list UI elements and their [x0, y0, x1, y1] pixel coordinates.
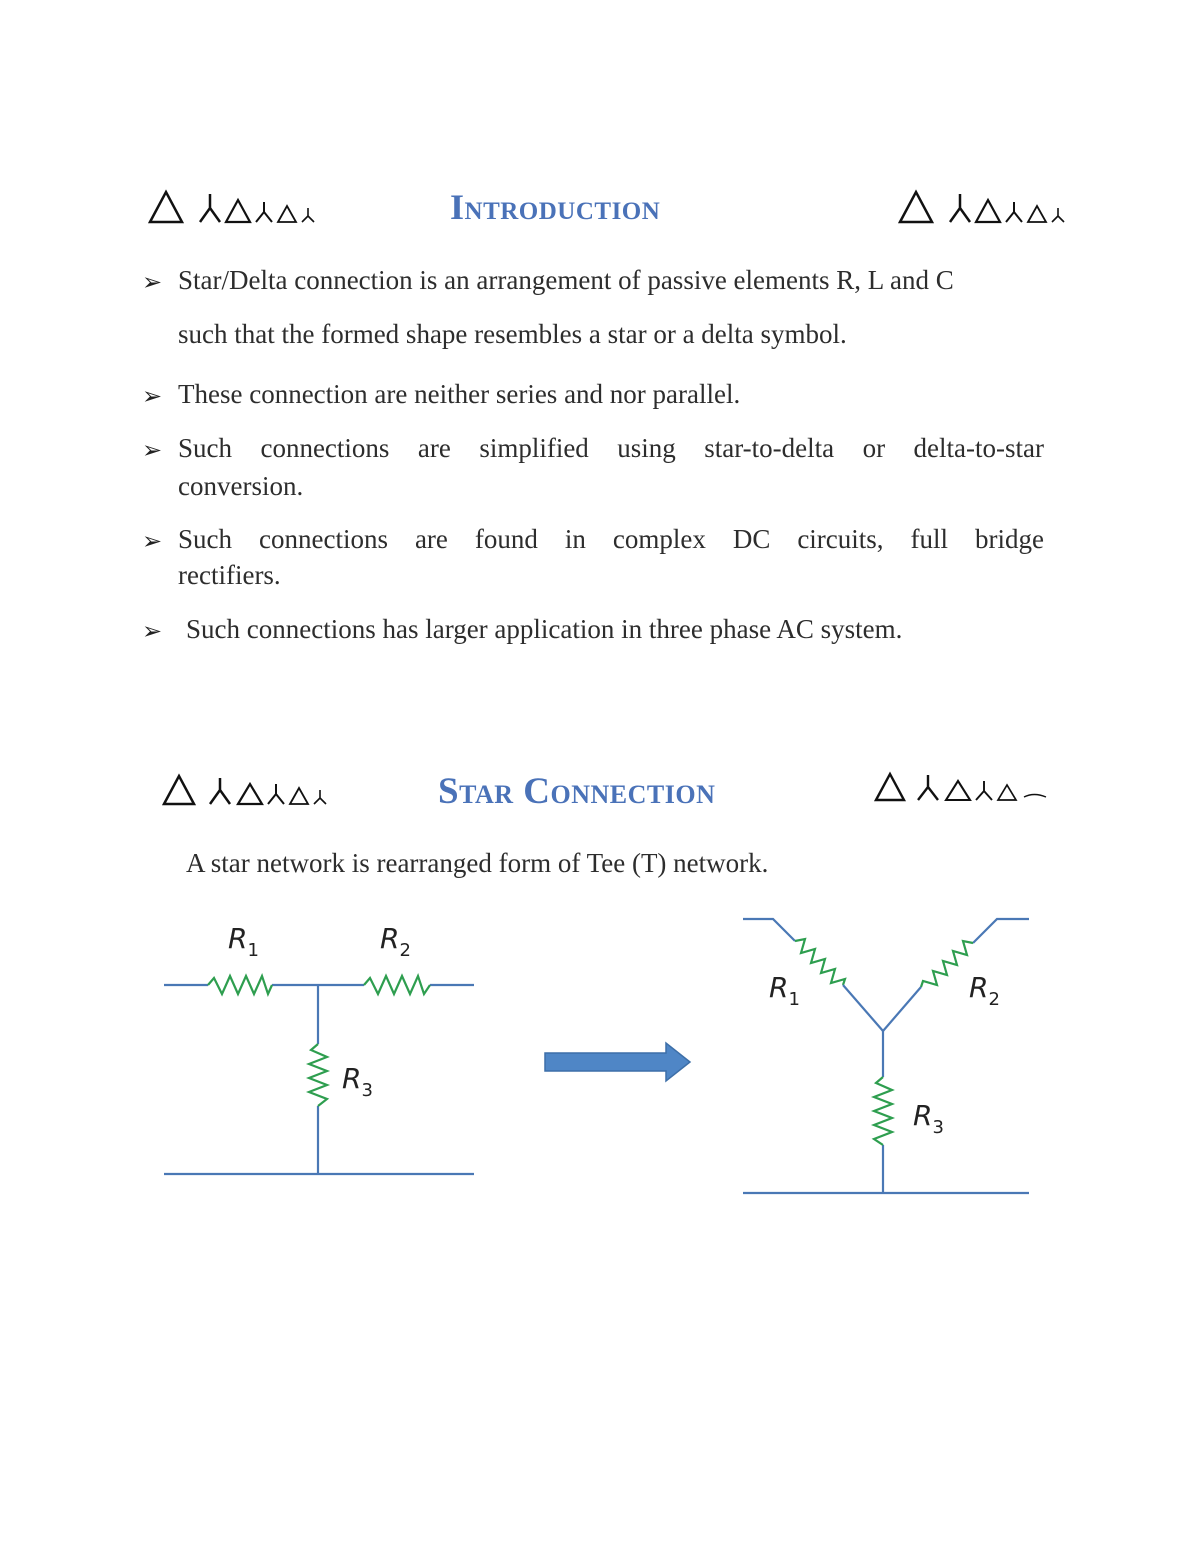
- star-caption: A star network is rearranged form of Tee (T) network.: [186, 848, 769, 878]
- star-label-r3: $R_3$: [913, 1099, 944, 1138]
- star-wire-left: [743, 919, 795, 941]
- bullet-arrow-icon: ➢: [142, 384, 163, 410]
- star-wire-right-center: [883, 987, 921, 1031]
- star-resistor-r2: [921, 941, 973, 987]
- star-network-diagram: [735, 905, 1045, 1205]
- delta-star-ornament-right: [874, 770, 1050, 804]
- bullet-5-line-1: Such connections has larger application in three phase AC system.: [186, 614, 903, 644]
- star-label-r2: $R_2$: [969, 971, 1000, 1010]
- tee-label-r3: $R_3$: [342, 1062, 373, 1101]
- bullet-arrow-icon: ➢: [142, 270, 163, 296]
- star-wire-right: [973, 919, 1029, 943]
- bullet-arrow-icon: ➢: [142, 529, 163, 555]
- bullet-1-line-1: Star/Delta connection is an arrangement of passive elements R, L and C: [178, 265, 954, 295]
- bullet-arrow-icon: ➢: [142, 619, 163, 645]
- delta-star-ornament-left: [162, 772, 338, 808]
- bullet-1-line-2: such that the formed shape resembles a star or a delta symbol.: [178, 319, 847, 349]
- intro-heading: Introduction: [450, 187, 661, 227]
- star-connection-heading: Star Connection: [438, 771, 716, 812]
- delta-star-ornament-left: [148, 188, 320, 228]
- star-wire-left-center: [843, 985, 883, 1031]
- bullet-4-line-1: Such connections are found in complex DC circuits, full bridge: [178, 524, 1044, 554]
- star-resistor-r3: [874, 1077, 892, 1145]
- delta-star-ornament-right: [898, 188, 1070, 228]
- tee-network-diagram: [150, 910, 490, 1190]
- tee-resistor-r1: [208, 976, 272, 994]
- bullet-arrow-icon: ➢: [142, 438, 163, 464]
- tee-label-r1: $R_1$: [228, 922, 259, 961]
- tee-label-r2: $R_2$: [380, 922, 411, 961]
- bullet-2-line-1: These connection are neither series and nor parallel.: [178, 379, 741, 409]
- star-resistor-r1: [795, 939, 845, 985]
- bullet-4-line-2: rectifiers.: [178, 560, 281, 590]
- star-label-r1: $R_1$: [769, 971, 800, 1010]
- bullet-3-line-2: conversion.: [178, 471, 304, 501]
- bullet-3-line-1: Such connections are simplified using star-to-delta or delta-to-star: [178, 433, 1044, 463]
- conversion-arrow-icon: [542, 1040, 694, 1084]
- tee-resistor-r2: [364, 976, 430, 994]
- tee-resistor-r3: [309, 1044, 327, 1106]
